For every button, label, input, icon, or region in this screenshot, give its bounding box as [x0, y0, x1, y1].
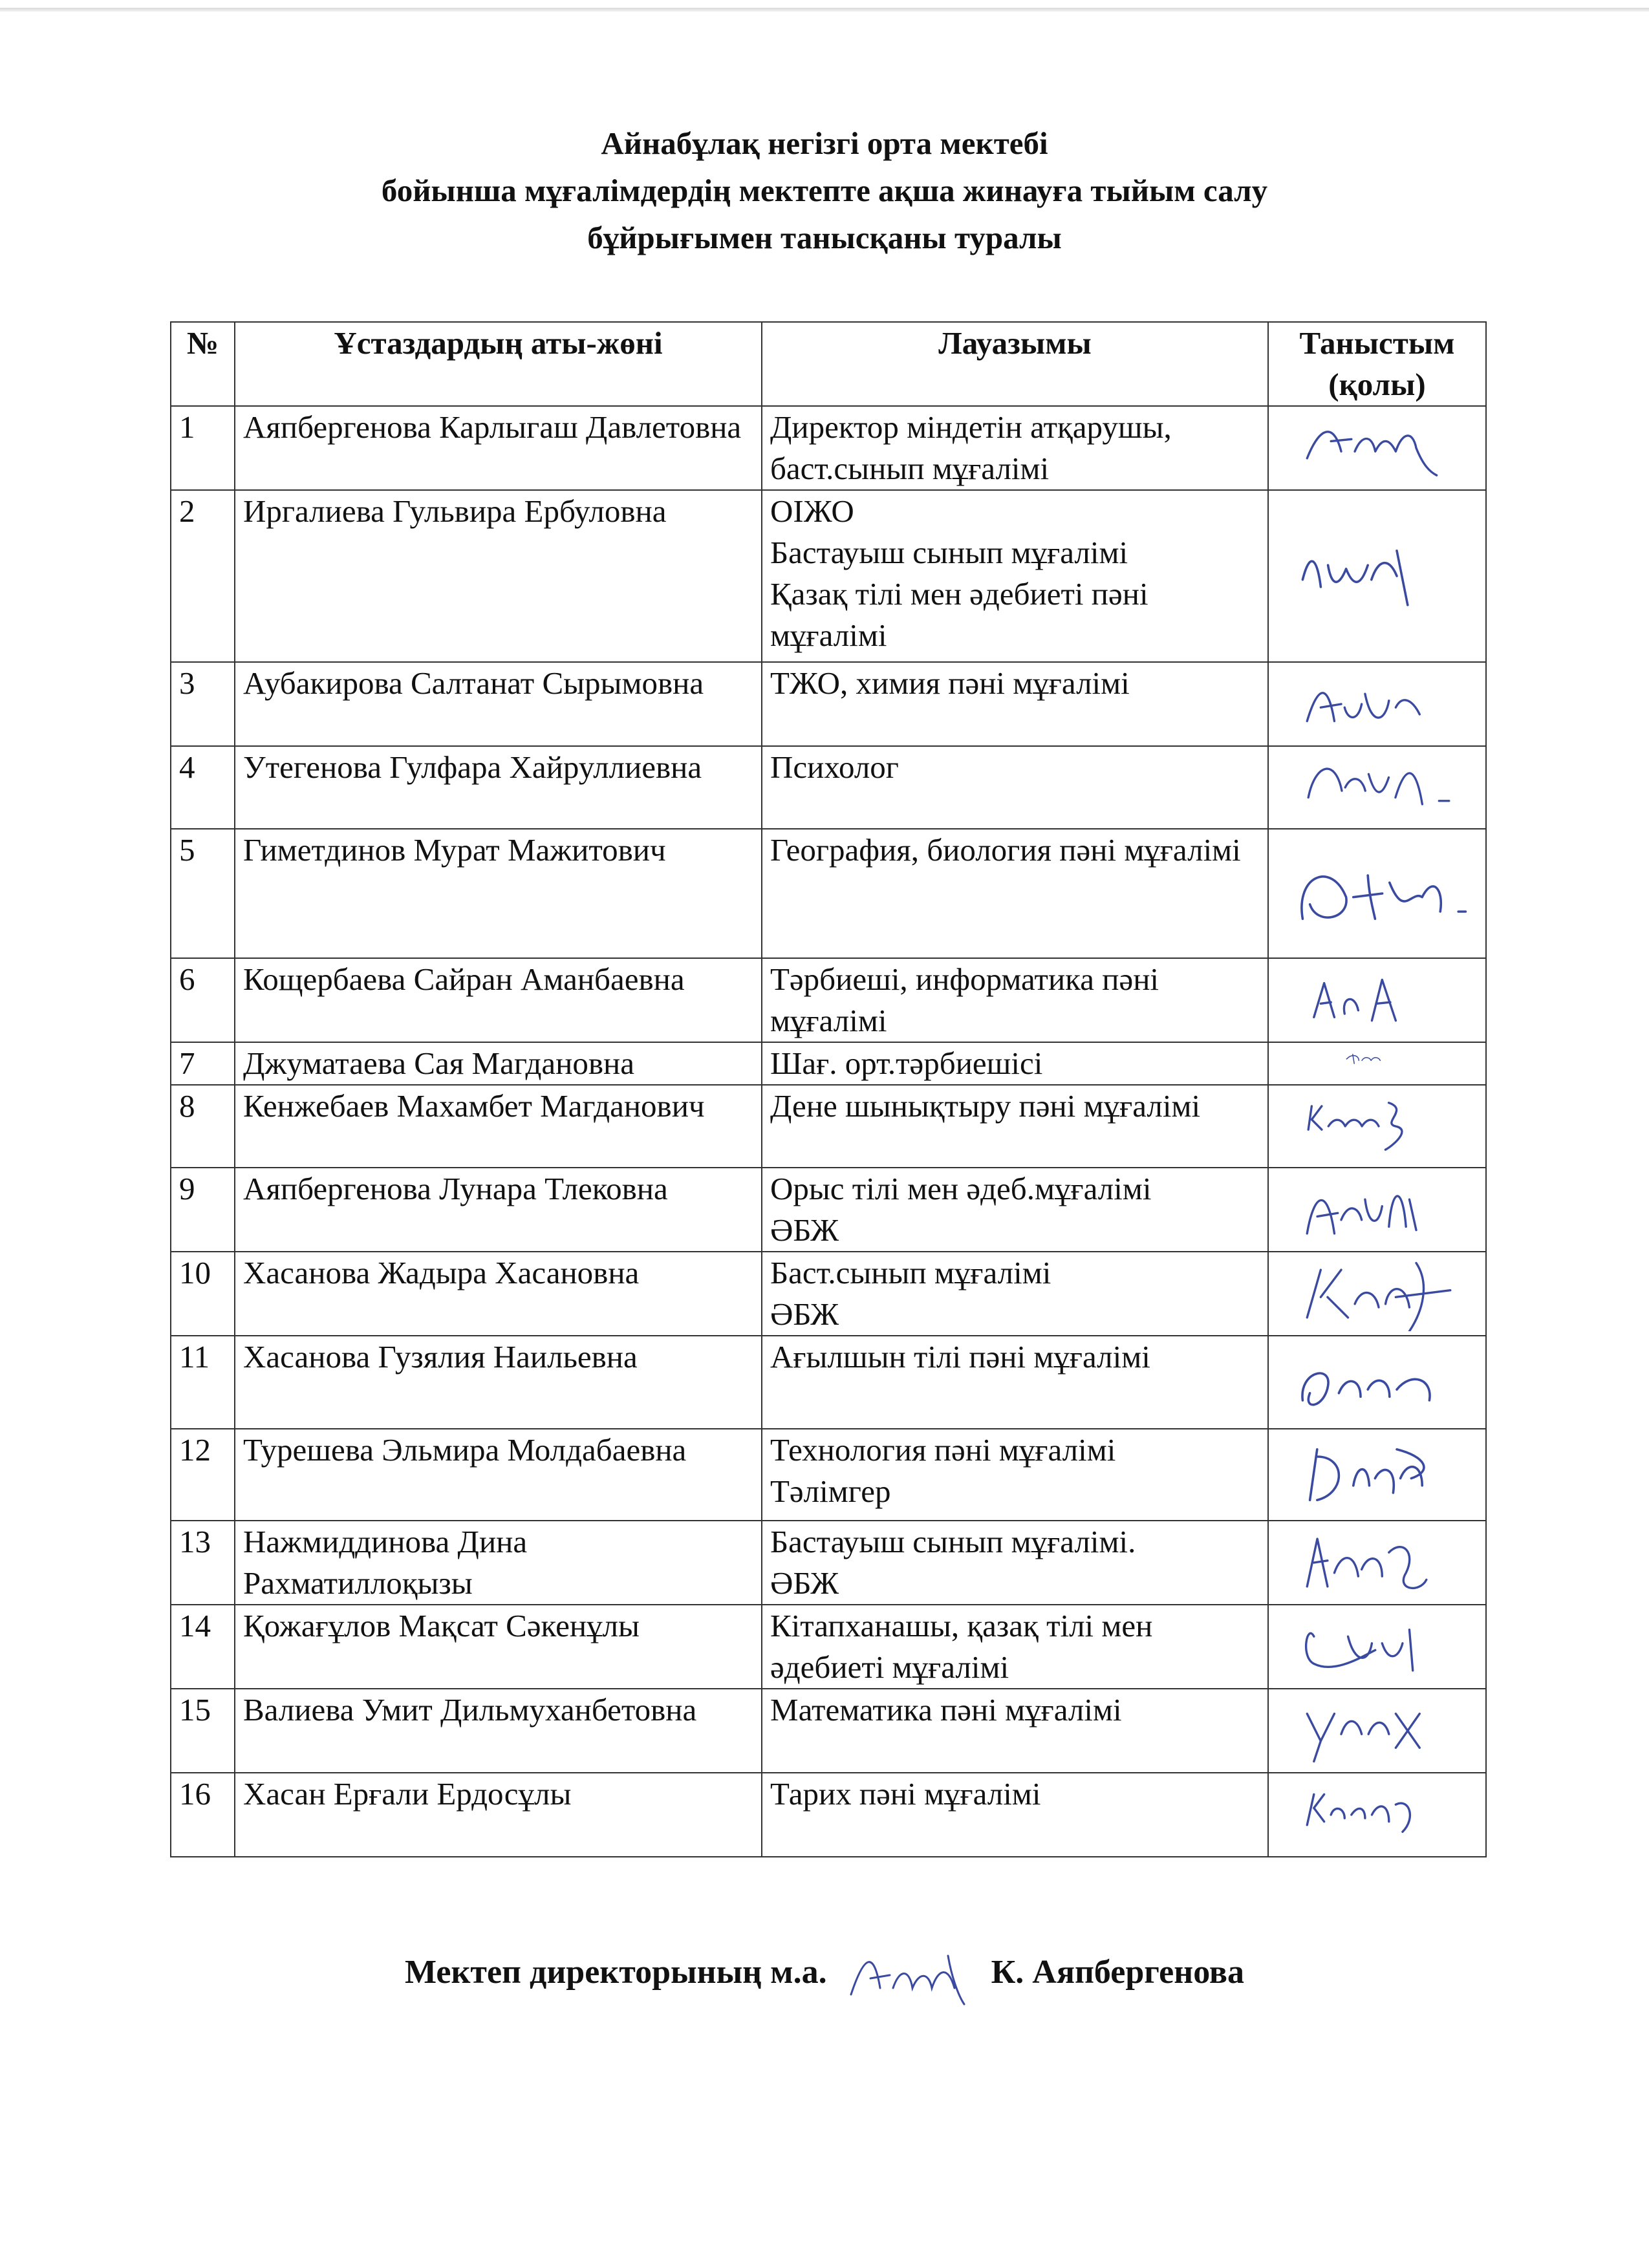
row-number: 6 — [171, 958, 235, 1042]
signature-cell — [1268, 1521, 1486, 1605]
teacher-position — [762, 662, 1268, 746]
teacher-name: Аяпбергенова Лунара Тлековна — [235, 1168, 762, 1252]
handwritten-signature — [1288, 1777, 1469, 1852]
row-number: 10 — [171, 1252, 235, 1336]
signature-cell — [1268, 829, 1486, 958]
row-number: 12 — [171, 1429, 235, 1521]
table-body — [171, 406, 1486, 1857]
row-number: 14 — [171, 1605, 235, 1689]
position-line: ӘБЖ — [770, 1565, 839, 1601]
row-number: 4 — [171, 746, 235, 829]
teacher-name: Утегенова Гулфара Хайруллиевна — [235, 746, 762, 829]
table-row — [171, 662, 1486, 746]
table-row — [171, 1085, 1486, 1168]
row-number: 9 — [171, 1168, 235, 1252]
handwritten-signature — [1288, 1172, 1469, 1247]
handwritten-signature — [1288, 1256, 1469, 1331]
signature-cell — [1268, 1168, 1486, 1252]
header-name: Ұстаздардың аты-жөні — [235, 322, 762, 406]
signature-cell — [1268, 490, 1486, 662]
teachers-table — [170, 321, 1487, 1857]
position-line: Бастауыш сынып мұғалімі. — [770, 1524, 1136, 1559]
position-line: Технология пәні мұғалімі — [770, 1432, 1116, 1468]
position-line: ӘБЖ — [770, 1296, 839, 1332]
signature-cell — [1268, 958, 1486, 1042]
signature-cell — [1268, 1773, 1486, 1857]
row-number: 1 — [171, 406, 235, 490]
table-row — [171, 1042, 1486, 1085]
table-row — [171, 1773, 1486, 1857]
handwritten-signature — [1288, 1525, 1469, 1600]
header-number: № — [171, 322, 235, 406]
signature-cell — [1268, 1252, 1486, 1336]
teacher-name: Аубакирова Салтанат Сырымовна — [235, 662, 762, 746]
teacher-position — [762, 1085, 1268, 1168]
teacher-position — [762, 1168, 1268, 1252]
position-line: Орыс тілі мен әдеб.мұғалімі — [770, 1171, 1152, 1206]
title-line-3: бұйрығымен танысқаны туралы — [587, 220, 1062, 255]
signature-cell — [1268, 746, 1486, 829]
row-number: 13 — [171, 1521, 235, 1605]
director-signature — [845, 1943, 974, 2007]
position-line: Баст.сынып мұғалімі — [770, 1255, 1051, 1290]
header-signature: Таныстым (қолы) — [1268, 322, 1486, 406]
footer-signature-line — [0, 1943, 1649, 2007]
teacher-position — [762, 1689, 1268, 1773]
scan-edge — [0, 8, 1649, 12]
position-line: ӘБЖ — [770, 1212, 839, 1248]
table-header-row — [171, 322, 1486, 406]
table-row — [171, 406, 1486, 490]
handwritten-signature — [1288, 1609, 1469, 1684]
document-title — [0, 120, 1649, 261]
position-line: Ағылшын тілі пәні мұғалімі — [770, 1339, 1150, 1375]
footer-label: Мектеп директорының м.а. — [405, 1953, 827, 1991]
handwritten-signature — [1288, 495, 1469, 658]
table-row — [171, 1168, 1486, 1252]
position-line: Тәрбиеші, информатика пәні мұғалімі — [770, 961, 1159, 1038]
teacher-position — [762, 1252, 1268, 1336]
row-number: 7 — [171, 1042, 235, 1085]
teacher-name: Нажмиддинова Дина Рахматиллоқызы — [235, 1521, 762, 1605]
row-number: 2 — [171, 490, 235, 662]
table-row — [171, 1336, 1486, 1429]
signature-cell — [1268, 1605, 1486, 1689]
row-number: 15 — [171, 1689, 235, 1773]
signature-cell — [1268, 1085, 1486, 1168]
teacher-name: Хасан Ерғали Ердосұлы — [235, 1773, 762, 1857]
table-row — [171, 829, 1486, 958]
row-number: 16 — [171, 1773, 235, 1857]
title-line-1: Айнабұлақ негізгі орта мектебі — [601, 125, 1048, 161]
position-line: Математика пәні мұғалімі — [770, 1692, 1122, 1728]
signature-cell — [1268, 1336, 1486, 1429]
handwritten-signature — [1288, 1340, 1469, 1424]
position-line: Тәлімгер — [770, 1473, 891, 1509]
position-line: ОІЖО — [770, 493, 854, 529]
table-row — [171, 1252, 1486, 1336]
handwritten-signature — [1288, 667, 1469, 742]
teacher-name: Гиметдинов Мурат Мажитович — [235, 829, 762, 958]
teacher-position — [762, 490, 1268, 662]
teacher-position — [762, 1521, 1268, 1605]
teacher-position — [762, 958, 1268, 1042]
handwritten-signature — [1288, 1433, 1469, 1516]
position-line: Шағ. орт.тәрбиешісі — [770, 1045, 1043, 1081]
handwritten-signature — [1288, 1693, 1469, 1768]
handwritten-signature — [1288, 411, 1469, 486]
teacher-name: Аяпбергенова Карлыгаш Давлетовна — [235, 406, 762, 490]
handwritten-signature — [1288, 963, 1469, 1038]
title-line-2: бойынша мұғалімдердің мектепте ақша жинауға тыйым салу — [381, 173, 1268, 208]
teacher-name: Джуматаева Сая Магдановна — [235, 1042, 762, 1085]
table-row — [171, 1521, 1486, 1605]
position-line: Дене шынықтыру пәні мұғалімі — [770, 1088, 1201, 1124]
teacher-position — [762, 406, 1268, 490]
signature-cell — [1268, 1689, 1486, 1773]
table-row — [171, 1605, 1486, 1689]
position-line: Тарих пәні мұғалімі — [770, 1776, 1041, 1812]
table-row — [171, 1689, 1486, 1773]
teacher-position — [762, 1605, 1268, 1689]
teacher-name: Иргалиева Гульвира Ербуловна — [235, 490, 762, 662]
teacher-name: Хасанова Гузялия Наильевна — [235, 1336, 762, 1429]
teacher-position — [762, 1336, 1268, 1429]
table-row — [171, 490, 1486, 662]
position-line: Қазақ тілі мен әдебиеті пәні мұғалімі — [770, 576, 1148, 653]
position-line: ТЖО, химия пәні мұғалімі — [770, 665, 1130, 701]
teacher-position — [762, 829, 1268, 958]
signature-cell — [1268, 662, 1486, 746]
teacher-name: Кенжебаев Махамбет Магданович — [235, 1085, 762, 1168]
position-line: География, биология пәні мұғалімі — [770, 832, 1241, 868]
teacher-name: Қожағұлов Мақсат Сәкенұлы — [235, 1605, 762, 1689]
teacher-position — [762, 1429, 1268, 1521]
table-row — [171, 746, 1486, 829]
footer-name: К. Аяпбергенова — [991, 1953, 1244, 1991]
position-line: Психолог — [770, 749, 899, 785]
table-row — [171, 1429, 1486, 1521]
header-position: Лауазымы — [762, 322, 1268, 406]
teacher-position — [762, 746, 1268, 829]
position-line: Директор міндетін атқарушы, — [770, 409, 1172, 445]
position-line: Кітапханашы, қазақ тілі мен әдебиеті мұғалімі — [770, 1608, 1153, 1685]
row-number: 3 — [171, 662, 235, 746]
handwritten-signature — [1288, 1089, 1469, 1163]
position-line: баст.сынып мұғалімі — [770, 451, 1050, 486]
teacher-position — [762, 1773, 1268, 1857]
row-number: 8 — [171, 1085, 235, 1168]
table-row — [171, 958, 1486, 1042]
handwritten-signature — [1288, 833, 1469, 954]
position-line: Бастауыш сынып мұғалімі — [770, 535, 1128, 570]
teacher-name: Турешева Эльмира Молдабаевна — [235, 1429, 762, 1521]
signature-cell — [1268, 1429, 1486, 1521]
handwritten-signature — [1288, 1047, 1469, 1080]
teacher-position — [762, 1042, 1268, 1085]
teacher-name: Хасанова Жадыра Хасановна — [235, 1252, 762, 1336]
signature-cell — [1268, 1042, 1486, 1085]
row-number: 5 — [171, 829, 235, 958]
signature-cell — [1268, 406, 1486, 490]
teacher-name: Валиева Умит Дильмуханбетовна — [235, 1689, 762, 1773]
handwritten-signature — [1288, 751, 1469, 824]
row-number: 11 — [171, 1336, 235, 1429]
teacher-name: Кощербаева Сайран Аманбаевна — [235, 958, 762, 1042]
